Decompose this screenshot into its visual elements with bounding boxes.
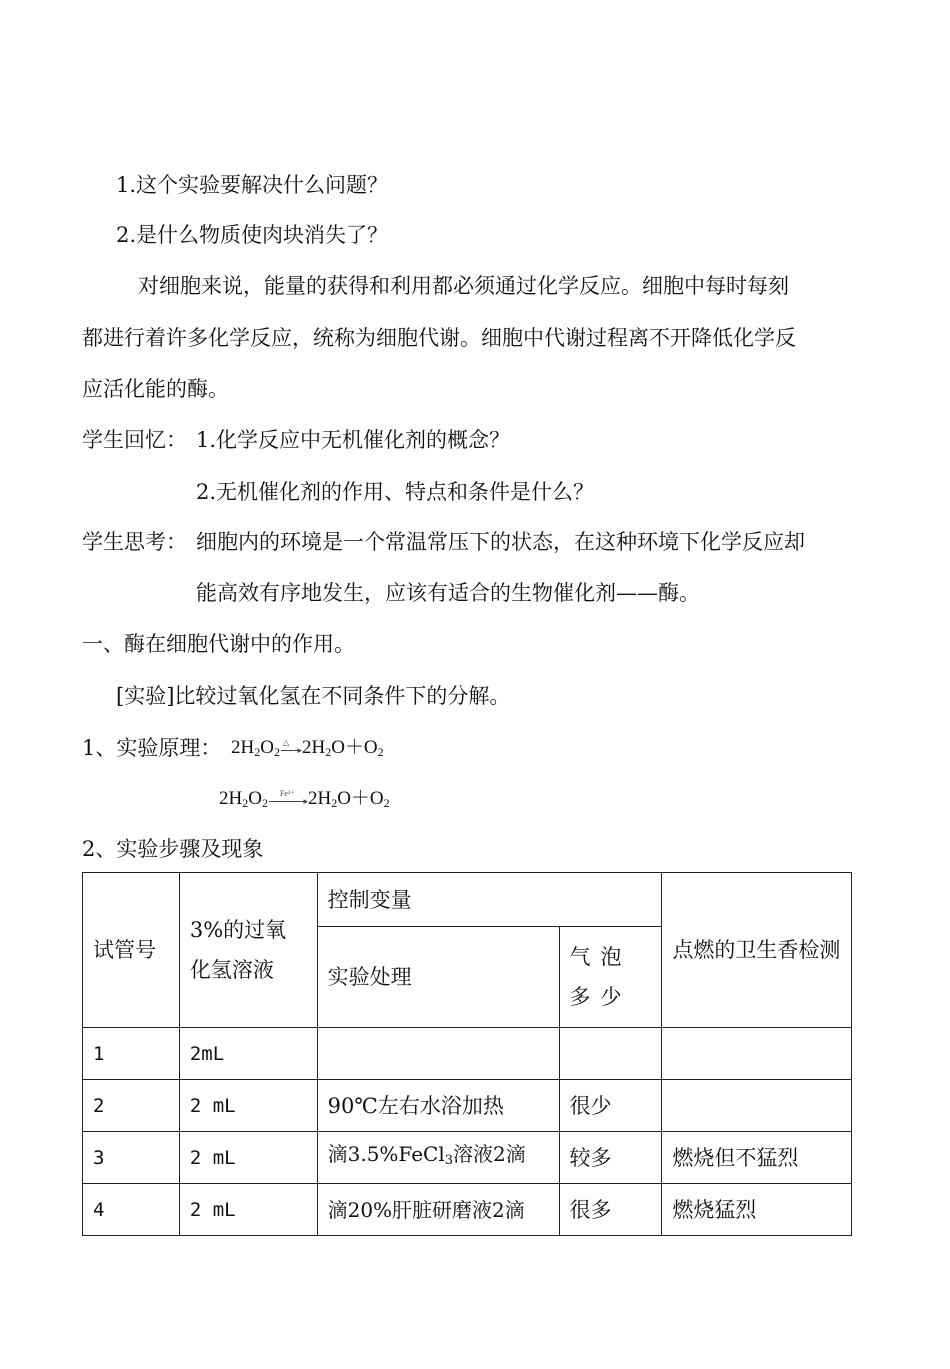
header-control: 控制变量 — [317, 873, 662, 927]
cell-incense — [662, 1028, 852, 1080]
intro-line-1: 对细胞来说，能量的获得和利用都必须通过化学反应。细胞中每时每刻 — [138, 274, 789, 298]
cell-tube: 4 — [83, 1184, 180, 1236]
think-label: 学生思考： — [82, 530, 187, 554]
table-row — [83, 1080, 852, 1132]
intro-line-2: 都进行着许多化学反应，统称为细胞代谢。细胞中代谢过程离不开降低化学反 — [82, 326, 796, 350]
cell-treatment: 90℃左右水浴加热 — [317, 1080, 559, 1132]
think-line-1: 细胞内的环境是一个常温常压下的状态，在这种环境下化学反应却 — [196, 530, 805, 554]
reaction-arrow-icon: △ ▸ — [282, 737, 302, 755]
cell-h2o2: 2 mL — [179, 1184, 317, 1236]
cell-treatment: 滴20%肝脏研磨液2滴 — [317, 1184, 559, 1236]
cell-treatment — [317, 1028, 559, 1080]
cell-h2o2: 2 mL — [179, 1132, 317, 1184]
cell-bubbles: 较多 — [559, 1132, 662, 1184]
equation-fe3: $2H_2O_2$ Fe³⁺ ▸ $2H_2O+O_2$ — [219, 788, 390, 810]
cell-tube: 2 — [83, 1080, 180, 1132]
header-incense: 点燃的卫生香检测 — [662, 873, 852, 1028]
cell-incense: 燃烧但不猛烈 — [662, 1132, 852, 1184]
table-row — [83, 1132, 852, 1184]
header-treatment: 实验处理 — [317, 927, 559, 1028]
table-row — [83, 1028, 852, 1080]
think-line-2: 能高效有序地发生，应该有适合的生物催化剂——酶。 — [196, 581, 700, 605]
cell-incense: 燃烧猛烈 — [662, 1184, 852, 1236]
reaction-arrow-icon: Fe³⁺ ▸ — [268, 789, 308, 811]
section-title: 一、酶在细胞代谢中的作用。 — [82, 632, 355, 656]
cell-h2o2: 2 mL — [179, 1080, 317, 1132]
recall-label: 学生回忆： — [82, 428, 187, 452]
experiment-title: [实验]比较过氧化氢在不同条件下的分解。 — [116, 684, 511, 708]
experiment-table — [82, 872, 852, 1236]
cell-treatment: 滴3.5%FeCl$_3$溶液2滴 — [317, 1132, 559, 1184]
question-2: 2.是什么物质使肉块消失了？ — [116, 223, 389, 247]
question-1: 1.这个实验要解决什么问题？ — [116, 173, 389, 197]
cell-h2o2: 2mL — [179, 1028, 317, 1080]
cell-tube: 1 — [83, 1028, 180, 1080]
steps-title: 2、实验步骤及现象 — [82, 837, 264, 861]
header-bubbles: 气泡多少 — [559, 927, 662, 1028]
recall-question-2: 2.无机催化剂的作用、特点和条件是什么？ — [196, 480, 595, 504]
cell-bubbles: 很多 — [559, 1184, 662, 1236]
header-h2o2: 3%的过氧化氢溶液 — [179, 873, 317, 1028]
cell-bubbles: 很少 — [559, 1080, 662, 1132]
table-row — [83, 1184, 852, 1236]
cell-incense — [662, 1080, 852, 1132]
recall-question-1: 1.化学反应中无机催化剂的概念？ — [196, 428, 511, 452]
intro-line-3: 应活化能的酶。 — [82, 377, 229, 401]
principle-label: 1、实验原理： — [82, 736, 222, 760]
equation-heat: $2H_2O_2$ △ ▸ $2H_2O+O_2$ — [231, 737, 384, 759]
header-tube: 试管号 — [83, 873, 180, 1028]
cell-tube: 3 — [83, 1132, 180, 1184]
cell-bubbles — [559, 1028, 662, 1080]
